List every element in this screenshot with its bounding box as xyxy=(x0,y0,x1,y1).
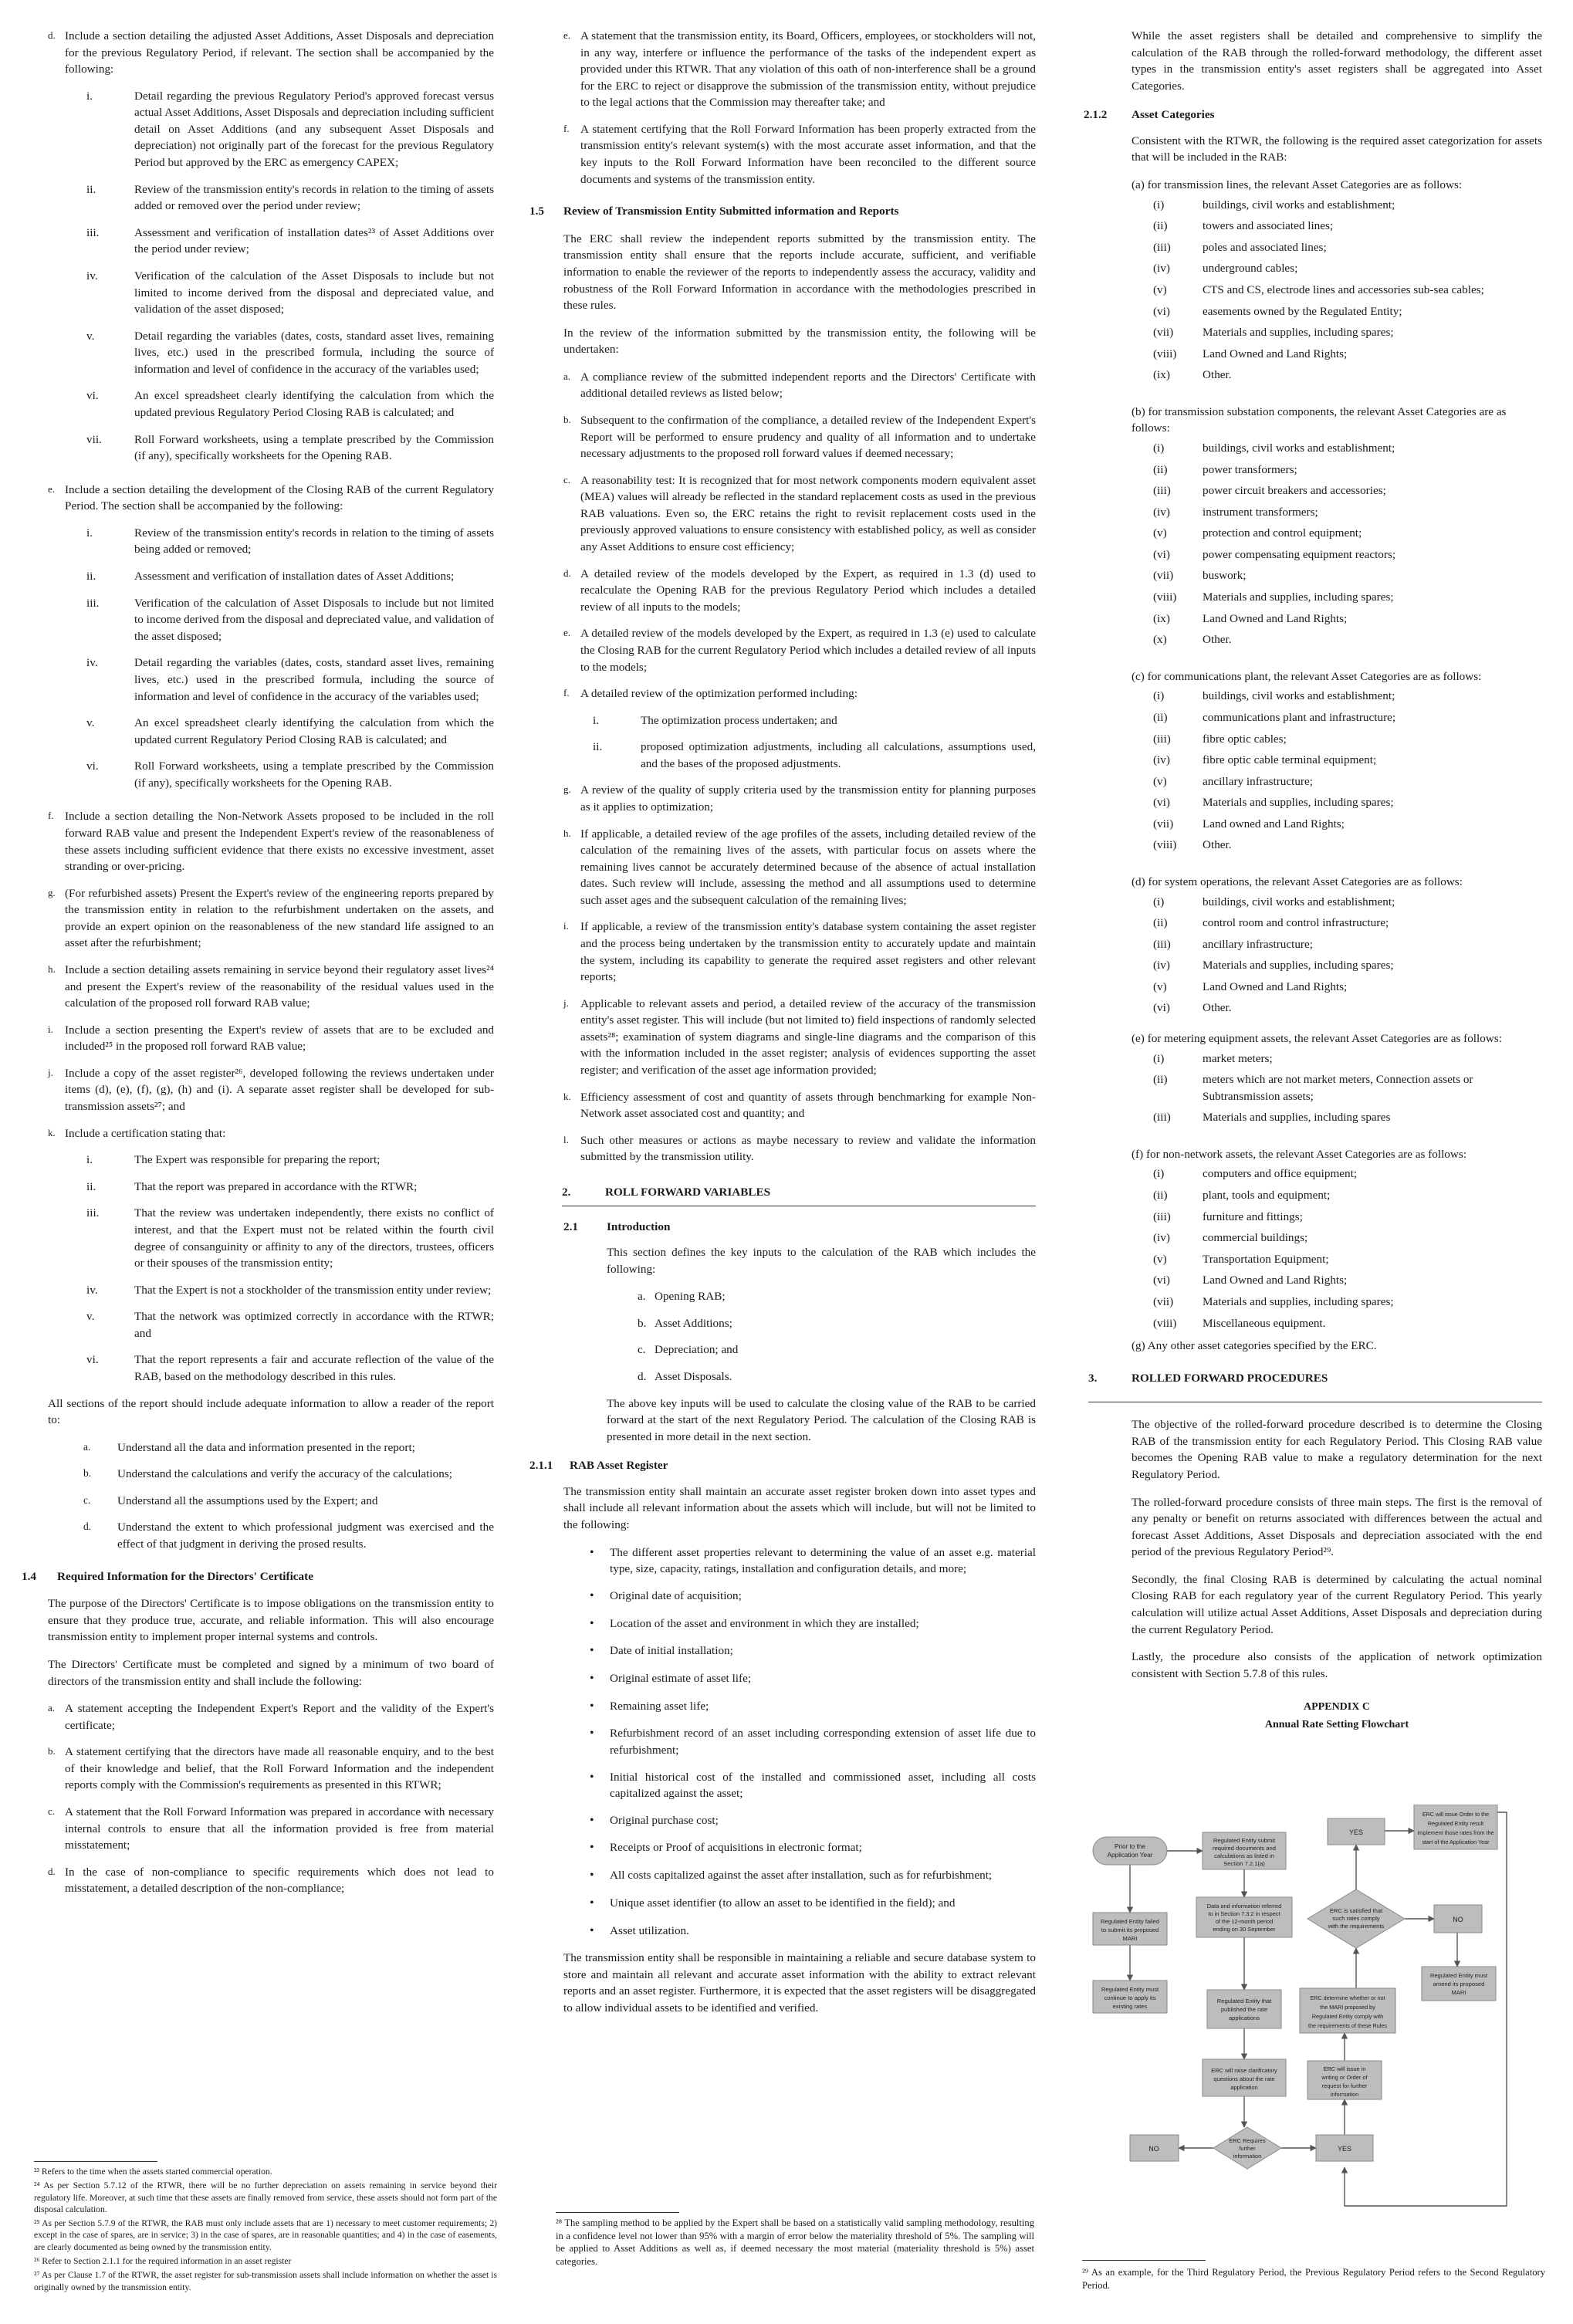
list-item: • Original purchase cost; xyxy=(590,1813,719,1827)
footnote-divider xyxy=(556,2212,679,2213)
list-item: (vi) Materials and supplies, including spares; xyxy=(1153,796,1394,810)
list-item: c. A reasonability test: It is recognized that for most network components modern equivalent asset (MEA) values will already be reflected in the standard replacement costs as used in the previous RAB valuations. Even so, the ERC retains the right to revisit replacement costs used in the previously approved valuations to ensure consistency with established policy, as well as consider any Asset Additions to ensure cost efficiency; xyxy=(563,473,1036,554)
flow-text: ending on 30 September xyxy=(1213,1926,1276,1933)
list-item: (vi) Land Owned and Land Rights; xyxy=(1153,1274,1348,1287)
list-item: d. A detailed review of the models developed by the Expert, as required in 1.3 (d) used to recalculate the Opening RAB for the previous Regulatory Period which includes a detailed review of all inputs to the models; xyxy=(563,567,1036,614)
list-item: f. A detailed review of the optimization performed including: xyxy=(563,687,858,701)
list-item: h. Include a section detailing assets remaining in service beyond their regulatory asset lives²⁴ and present the Expert's review of the reasonability of the residual values used in the calculation of the proposed roll forward RAB value; xyxy=(48,963,494,1010)
list-item: d. In the case of non-compliance to specific requirements which does not lead to misstatement, a detailed description of the non-compliance; xyxy=(48,1865,494,1896)
list-item: iii. Assessment and verification of installation dates²³ of Asset Additions over the period under review; xyxy=(86,225,494,256)
list-item: iii. That the review was undertaken independently, there exists no conflict of interest, and that the Expert must not be related within the fourth civil degree of consanguinity or affinity to any of the directors, trustees, officers or their spouses of the transmission entity; xyxy=(86,1206,494,1270)
footnote: ²⁹ As an example, for the Third Regulatory Period, the Previous Regulatory Period refers to the Second Regulatory Period. xyxy=(1082,2267,1545,2291)
paragraph: Consistent with the RTWR, the following is the required asset categorization for assets that will be included in the RAB: xyxy=(1132,134,1542,164)
flow-text: ERC Requires xyxy=(1229,2137,1266,2144)
flow-text: to in Section 7.3.2 in respect xyxy=(1208,1910,1280,1917)
list-item: (vii) Land owned and Land Rights; xyxy=(1153,817,1345,830)
list-item: b. Understand the calculations and verify the accuracy of the calculations; xyxy=(83,1467,452,1481)
flow-text: request for further xyxy=(1321,2082,1368,2089)
paragraph: The objective of the rolled-forward procedure described is to determine the Closing RAB of the transmission entity for each Regulatory Period. This Closing RAB value becomes the Opening RAB value to make a regulatory determination for the next Regulatory Period. xyxy=(1132,1418,1542,1481)
list-item: b. Asset Additions; xyxy=(638,1316,732,1330)
flow-text: MARI xyxy=(1451,1989,1466,1996)
list-item: f. Include a section detailing the Non-Network Assets proposed to be included in the roll forward RAB value and present the Independent Expert's review of the reasonableness of these assets including sufficient evidence that there exists no excessive investment, asset stranding or over-pricing. xyxy=(48,810,494,874)
list-item: e. A statement that the transmission entity, its Board, Officers, employees, or stockholders will not, in any way, interfere or influence the performance of the tasks of the independent expert as provided under this RTWR. That any violation of this oath of non-interference shall be a ground for the ERC to reject or disapprove the submission of the transmission entity, without prejudice to the legal actions that the Commission may thereafter take; and xyxy=(563,29,1036,110)
list-item: e. Include a section detailing the development of the Closing RAB of the current Regulatory Period. The section shall be accompanied by the following: xyxy=(48,482,494,513)
list-item: (iv) instrument transformers; xyxy=(1153,505,1318,519)
list-item: (v) Transportation Equipment; xyxy=(1153,1252,1329,1266)
flow-text: Regulated Entity comply with xyxy=(1311,2013,1384,2020)
list-item: iv. Verification of the calculation of the Asset Disposals to include but not limited to income derived from the disposal and depreciated value, and validation of the asset disposed; xyxy=(86,269,494,316)
flow-text: ERC will raise clarificatory xyxy=(1211,2067,1277,2074)
list-item: j. Include a copy of the asset register²⁶, developed following the reviews undertaken under items (d), (e), (f), (g), (h) and (i). A separate asset register shall be developed for sub-transmission assets²⁷; and xyxy=(48,1066,494,1114)
list-item: c. Understand all the assumptions used by the Expert; and xyxy=(83,1494,378,1507)
category-list xyxy=(1153,1165,1542,1331)
flow-text: amend its proposed xyxy=(1433,1981,1485,1987)
list-item: (i) computers and office equipment; xyxy=(1153,1167,1358,1181)
category-list xyxy=(1153,1050,1542,1126)
list-item: b. Subsequent to the confirmation of the compliance, a detailed review of the Independent Expert's Report will be performed to ensure prudency and quality of all information and to undertake necessary adjustments to the proposed roll forward values if deemed necessary; xyxy=(563,413,1036,461)
section-body xyxy=(1088,133,1542,166)
list-item: • Remaining asset life; xyxy=(590,1699,709,1713)
flow-text: Regulated Entity failed xyxy=(1101,1918,1159,1925)
list-item: a. A statement accepting the Independent Expert's Report and the validity of the Expert's certificate; xyxy=(48,1702,494,1732)
list-item: (iii) furniture and fittings; xyxy=(1153,1209,1303,1223)
flow-text: questions about the rate xyxy=(1213,2075,1275,2082)
category-heading: (d) for system operations, the relevant Asset Categories are as follows: xyxy=(1132,874,1463,888)
list-item: v. An excel spreadsheet clearly identifying the calculation from which the updated current Regulatory Period Closing RAB is calculated; and xyxy=(86,716,494,746)
list-item: • Initial historical cost of the installed and commissioned asset, including all costs capitalized against the asset; xyxy=(590,1770,1036,1801)
list-item: (v) protection and control equipment; xyxy=(1153,526,1362,540)
list-item: • Original estimate of asset life; xyxy=(590,1671,752,1685)
list-item: ii. Assessment and verification of installation dates of Asset Additions; xyxy=(86,570,455,584)
list-item: (iii) ancillary infrastructure; xyxy=(1153,937,1313,951)
column-3 xyxy=(1084,28,1542,1734)
list-item: • Unique asset identifier (to allow an asset to be identified in the field); and xyxy=(590,1896,956,1910)
list-item: e. A detailed review of the models developed by the Expert, as required in 1.3 (e) used to calculate the Closing RAB for the current Regulatory Period which includes a detailed review of all inputs to the models; xyxy=(563,627,1036,674)
footnote: ²⁷ As per Clause 1.7 of the RTWR, the asset register for sub-transmission assets shall include information on whether the asset is originally owned by the transmission entity. xyxy=(34,2270,497,2292)
category-heading: (g) Any other asset categories specified by the ERC. xyxy=(1132,1339,1377,1353)
category-heading: (b) for transmission substation components, the relevant Asset Categories are as follows: xyxy=(1132,404,1507,435)
section-body xyxy=(1088,1402,1542,1682)
flow-text: the requirements of these Rules xyxy=(1308,2022,1387,2029)
footnote-divider xyxy=(1082,2260,1206,2261)
intro-block xyxy=(1088,28,1542,94)
list-item: h. If applicable, a detailed review of the age profiles of the assets, including detailed review of the calculation of the remaining lives of the assets, with particular focus on assets where the remaining lives cannot be accurately determined because of the absence of actual installation dates. Such review will include, assessing the method and all assumptions used to determine such asset ages and the subsequent calculation of the remaining lives; xyxy=(563,827,1036,907)
flow-text: Application Year xyxy=(1107,1852,1153,1859)
flow-text: calculations as listed in xyxy=(1214,1852,1274,1859)
list-item: (viii) Land Owned and Land Rights; xyxy=(1153,347,1348,360)
appendix-header xyxy=(1088,1699,1542,1734)
list-item: g. A review of the quality of supply criteria used by the transmission entity for planning purposes as it applies to optimization; xyxy=(563,783,1036,814)
list-item: iv. Detail regarding the variables (dates, costs, standard asset lives, remaining lives, etc.) used in the prescribed formula, including the source of information and level of confidence in the accuracy of the variables used; xyxy=(86,656,494,703)
column-2 xyxy=(529,28,1036,2028)
list-item: (iii) fibre optic cables; xyxy=(1153,732,1287,746)
footnote-divider xyxy=(34,2161,157,2162)
list-item: vii. Roll Forward worksheets, using a template prescribed by the Commission (if any), specifically worksheets for the Opening RAB. xyxy=(86,432,494,463)
list-item: i. Review of the transmission entity's records in relation to the timing of assets being added or removed; xyxy=(86,526,494,556)
flow-text: NO xyxy=(1148,2145,1159,2153)
paragraph: The transmission entity shall maintain an accurate asset register broken down into asset types and shall include all relevant information about the assets which will include, but will not be limited to the following: xyxy=(563,1484,1036,1532)
list-item: ii. proposed optimization adjustments, including all calculations, assumptions used, and the bases of the proposed adjustments. xyxy=(593,740,1036,770)
flow-text: Prior to the xyxy=(1114,1843,1146,1850)
list-item: • Original date of acquisition; xyxy=(590,1588,742,1602)
section-body xyxy=(563,231,1036,1165)
category-heading: (c) for communications plant, the relevant Asset Categories are as follows: xyxy=(1132,669,1482,683)
appendix-title: APPENDIX C xyxy=(1304,1701,1370,1713)
section-body xyxy=(48,1595,494,1897)
list-item: iv. That the Expert is not a stockholder of the transmission entity under review; xyxy=(86,1283,492,1297)
flow-text: Regulated Entity must xyxy=(1429,1972,1488,1979)
category-list xyxy=(1153,197,1542,384)
list-item: b. A statement certifying that the directors have made all reasonable enquiry, and to the best of their knowledge and belief, that the Roll Forward Information and the independent reports comply with the Commission's requirements as presented in this RTWR; xyxy=(48,1745,494,1792)
sublist-e xyxy=(48,525,494,792)
flow-text: required documents and xyxy=(1213,1845,1276,1852)
flow-text: start of the Application Year xyxy=(1422,1839,1490,1845)
list-item: (vi) power compensating equipment reactors; xyxy=(1153,547,1396,561)
flow-text: Regulated Entity must xyxy=(1101,1986,1159,1993)
sublist-d xyxy=(48,88,494,465)
list-item: k. Include a certification stating that: xyxy=(48,1126,226,1140)
paragraph: In the review of the information submitted by the transmission entity, the following will be undertaken: xyxy=(563,326,1036,357)
flow-text: NO xyxy=(1453,1916,1463,1923)
list-item: i. Detail regarding the previous Regulatory Period's approved forecast versus actual Asset Additions, Asset Disposals and depreciation including sufficient detail on Asset Additions (and any subsequent Asset Disposals and depreciation) not originally part of the forecast for the previous Regulatory Period but approved by the ERC as emergency CAPEX; xyxy=(86,89,494,170)
list-item: v. That the network was optimized correctly in accordance with the RTWR; and xyxy=(86,1310,494,1340)
flow-text: to submit its proposed xyxy=(1101,1927,1159,1933)
list-item: i. Include a section presenting the Expert's review of assets that are to be excluded and included²⁵ in the proposed roll forward RAB value; xyxy=(48,1023,494,1054)
footnotes-col1 xyxy=(34,2166,497,2295)
sublist-k xyxy=(48,1152,494,1385)
subsection-heading: 2.1.1 RAB Asset Register xyxy=(529,1459,668,1473)
paragraph: The above key inputs will be used to calculate the closing value of the RAB to be carried forward at the start of the next Regulatory Period. The calculation of the Closing RAB is presented in more detail in the next section. xyxy=(607,1396,1036,1443)
list-item: (i) market meters; xyxy=(1153,1051,1273,1065)
category-list xyxy=(1153,894,1542,1017)
footnote: ²⁶ Refer to Section 2.1.1 for the required information in an asset register xyxy=(34,2256,292,2267)
list-item: (vi) easements owned by the Regulated Entity; xyxy=(1153,304,1402,318)
category-heading: (f) for non-network assets, the relevant Asset Categories are as follows: xyxy=(1132,1147,1466,1161)
list-item: iii. Verification of the calculation of Asset Disposals to include but not limited to income derived from the disposal and depreciated value, and validation of the asset disposed; xyxy=(86,596,494,643)
list-item: (ii) plant, tools and equipment; xyxy=(1153,1189,1331,1203)
list-item: (ix) Land Owned and Land Rights; xyxy=(1153,611,1348,625)
flow-text: information xyxy=(1233,2153,1262,2160)
subsection-heading: 2.1 Introduction xyxy=(563,1220,671,1233)
flow-text: the MARI proposed by xyxy=(1320,2004,1375,2011)
paragraph: This section defines the key inputs to the calculation of the RAB which includes the following: xyxy=(607,1246,1036,1276)
flow-node-prior xyxy=(1093,1837,1167,1865)
list-item: (x) Other. xyxy=(1153,633,1232,647)
list-item: • Date of initial installation; xyxy=(590,1644,733,1658)
list-item: (iii) poles and associated lines; xyxy=(1153,240,1327,254)
list-item: (i) buildings, civil works and establishment; xyxy=(1153,895,1395,908)
list-item: (iii) power circuit breakers and accessories; xyxy=(1153,484,1386,498)
section-body xyxy=(563,1483,1036,2017)
list-item: d. Include a section detailing the adjusted Asset Additions, Asset Disposals and depreciation for the previous Regulatory Period, if relevant. The section shall be accompanied by the following: xyxy=(48,29,494,76)
list-item: (ii) communications plant and infrastructure; xyxy=(1153,710,1396,724)
list-item: • Receipts or Proof of acquisitions in electronic format; xyxy=(590,1841,862,1855)
list-item: a. A compliance review of the submitted independent reports and the Directors' Certificate with additional detailed reviews as listed below; xyxy=(563,370,1036,401)
category-heading: (e) for metering equipment assets, the relevant Asset Categories are as follows: xyxy=(1132,1032,1502,1046)
footnote: ²⁴ As per Section 5.7.12 of the RTWR, there will be no further depreciation on assets remaining in service beyond their regulatory life. Moreover, at such time that these assets are finally removed from service, these assets should not form part of the disposal calculation. xyxy=(34,2180,497,2214)
subsection-heading: 2.1.2 Asset Categories xyxy=(1084,108,1215,122)
list-item: c. Depreciation; and xyxy=(638,1343,739,1357)
flow-text: further xyxy=(1239,2145,1256,2152)
list-item: g. (For refurbished assets) Present the Expert's review of the engineering reports prepared by the transmission entity in relation to the refurbishment undertaken on the assets, and provide an expert opinion on the reasonableness of the new standard life assigned to an asset after the refurbishment; xyxy=(48,886,494,950)
category-list xyxy=(1153,440,1542,648)
list-item: f. A statement certifying that the Roll Forward Information has been properly extracted from the transmission entity's relevant system(s) with the most accurate asset information, and that the key inputs to the Roll Forward Information have been reconciled to the different source documents and systems of the transmission entity. xyxy=(563,122,1036,186)
list-item: • Location of the asset and environment in which they are installed; xyxy=(590,1616,919,1630)
list-item: (viii) Materials and supplies, including spares; xyxy=(1153,590,1394,604)
list-item: (ii) meters which are not market meters, Connection assets or Subtransmission assets; xyxy=(1153,1073,1473,1103)
list-item: c. A statement that the Roll Forward Information was prepared in accordance with necessary internal controls to ensure that all the information provided is free from material misstatement; xyxy=(48,1805,494,1852)
flow-text: Regulated Entity result xyxy=(1427,1820,1484,1827)
paragraph: While the asset registers shall be detailed and comprehensive to simplify the calculation of the RAB through the rolled-forward methodology, the different asset types in the transmission entity's asset registers shall be aggregated into Asset Categories. xyxy=(1132,29,1542,93)
paragraph: The transmission entity shall be responsible in maintaining a reliable and secure database system to store and maintain all relevant and accurate asset information with the ability to extract relevant reports and an asset register. Furthermore, it is expected that the asset registers will be disaggregated to allow individual assets to be identified and verified. xyxy=(563,1951,1036,2015)
list-item: (i) buildings, civil works and establishment; xyxy=(1153,689,1395,703)
list-item: (vii) buswork; xyxy=(1153,569,1247,583)
list-item: (ii) towers and associated lines; xyxy=(1153,219,1334,233)
section-heading: 1.5 Review of Transmission Entity Submitted information and Reports xyxy=(529,205,899,218)
paragraph: The ERC shall review the independent reports submitted by the transmission entity. The transmission entity shall ensure that the reports include accurate, sufficient, and verifiable information to enable the reviewer of the reports to independently assess the accuracy, validity and robustness of the Roll Forward Information in accordance with the methodologies prescribed in these rules. xyxy=(563,232,1036,313)
appendix-subtitle: Annual Rate Setting Flowchart xyxy=(1264,1718,1409,1730)
list-item: ii. That the report was prepared in accordance with the RTWR; xyxy=(86,1179,418,1193)
section-heading: 2. ROLL FORWARD VARIABLES xyxy=(562,1184,1036,1206)
list-item: • Refurbishment record of an asset including corresponding extension of asset life due to refurbishment; xyxy=(590,1727,1036,1757)
list-item: i. The Expert was responsible for preparing the report; xyxy=(86,1153,381,1167)
list-item: (ix) Other. xyxy=(1153,368,1232,382)
list-item: j. Applicable to relevant assets and period, a detailed review of the accuracy of the transmission entity's asset register. This will include (but not limited to) field inspections of randomly selected assets²⁸; examination of system diagrams and single-line diagrams and the comparison of this with the information included in the asset register; analysis of evidences supporting the asset register; and verification of the asset age information provided; xyxy=(563,996,1036,1077)
flow-text: ERC is satisfied that xyxy=(1329,1907,1383,1914)
flow-text: Section 7.2.1(a) xyxy=(1223,1860,1265,1867)
flow-text: YES xyxy=(1348,1828,1364,1836)
list-item: (iv) underground cables; xyxy=(1153,262,1298,276)
list-item: (viii) Other. xyxy=(1153,838,1232,852)
flow-text: YES xyxy=(1337,2145,1352,2153)
flow-text: application xyxy=(1230,2084,1258,2091)
list-item: (ii) control room and control infrastructure; xyxy=(1153,916,1389,930)
list-item: a. Opening RAB; xyxy=(638,1290,726,1304)
list-item: ii. Review of the transmission entity's records in relation to the timing of assets added or removed over the period under review; xyxy=(86,182,494,213)
list-item: vi. An excel spreadsheet clearly identifying the calculation from which the updated previous Regulatory Period Closing RAB is calculated; and xyxy=(86,389,494,419)
flow-text: implement those rates from the xyxy=(1417,1829,1494,1836)
flow-text: ERC determine whether or not xyxy=(1310,1994,1385,2001)
list-item: (vi) Other. xyxy=(1153,1001,1232,1015)
section-heading: 1.4 Required Information for the Directors' Certificate xyxy=(22,1569,313,1583)
flow-text: of the 12-month period xyxy=(1215,1918,1274,1925)
section-body xyxy=(563,1244,1036,1445)
column-1 xyxy=(22,28,494,1907)
list-item: • All costs capitalized against the asset after installation, such as for refurbishment; xyxy=(590,1869,993,1883)
flow-text: writing or Order of xyxy=(1321,2074,1368,2081)
flow-text: published the rate xyxy=(1220,2006,1268,2013)
flow-text: Data and information referred xyxy=(1206,1903,1282,1910)
list-item: (iv) Materials and supplies, including spares; xyxy=(1153,959,1394,973)
footnote: ²³ Refers to the time when the assets started commercial operation. xyxy=(34,2167,272,2177)
paragraph: The purpose of the Directors' Certificate is to impose obligations on the transmission entity to ensure that they produce true, accurate, and reliable information. This will also encourage transmission entity to implement proper internal systems and controls. xyxy=(48,1597,494,1644)
list-item: d. Asset Disposals. xyxy=(638,1370,732,1383)
category-heading: (a) for transmission lines, the relevant Asset Categories are as follows: xyxy=(1132,178,1463,192)
list-item: i. If applicable, a review of the transmission entity's database system containing the asset register and the process being undertaken by the transmission entity to accurately update and maintain the system, including its capability to generate the required asset registers and other relevant reports; xyxy=(563,920,1036,984)
flow-text: ERC will issue in xyxy=(1323,2065,1366,2072)
flow-text: with the requirements xyxy=(1328,1923,1385,1930)
paragraph: All sections of the report should include adequate information to allow a reader of the report to: xyxy=(48,1396,494,1427)
list-item: • The different asset properties relevant to determining the value of an asset e.g. material type, size, capacity, ratings, installation and configuration details, and more; xyxy=(590,1545,1036,1576)
flow-text: information xyxy=(1330,2091,1359,2098)
flow-text: Regulated Entity submit xyxy=(1213,1837,1276,1844)
paragraph: The rolled-forward procedure consists of three main steps. The first is the removal of any penalty or benefit on returns associated with differences between the actual and forecast Asset Additions, Asset Disposals and depreciation associated with the end period of the previous Regulatory Period²⁹. xyxy=(1132,1495,1542,1559)
list-item: vi. Roll Forward worksheets, using a template prescribed by the Commission (if any), specifically worksheets for the Opening RAB. xyxy=(86,759,494,790)
list-item: l. Such other measures or actions as maybe necessary to review and validate the information submitted by the transmission utility. xyxy=(563,1133,1036,1164)
flow-text: continue to apply its xyxy=(1104,1994,1156,2001)
list-item: (v) Land Owned and Land Rights; xyxy=(1153,979,1348,993)
section-heading: 3. ROLLED FORWARD PROCEDURES xyxy=(1088,1371,1328,1385)
flow-text: ERC will issue Order to the xyxy=(1422,1811,1490,1818)
list-item: (vii) Materials and supplies, including spares; xyxy=(1153,1294,1394,1308)
list-item: v. Detail regarding the variables (dates, costs, standard asset lives, remaining lives, etc.) used in the prescribed formula, including the source of information and level of confidence in the accuracy of the variables used; xyxy=(86,329,494,376)
list-item: (iii) Materials and supplies, including spares xyxy=(1153,1111,1391,1125)
footnotes-col2 xyxy=(556,2217,1034,2270)
flow-text: Regulated Entity that xyxy=(1216,1998,1272,2004)
list-item: • Asset utilization. xyxy=(590,1923,689,1937)
paragraph: Lastly, the procedure also consists of the application of network optimization consistent with Section 5.7.8 of this rules. xyxy=(1132,1650,1542,1680)
footnote: ²⁸ The sampling method to be applied by the Expert shall be based on a statistically valid sampling methodology, resulting in a confidence level not lower than 95% with a margin of error below the materiality threshold of 5%. The sampling will be applied to Asset Additions as well as, if deemed necessary the most material (materiality threshold is 5%) asset categories. xyxy=(556,2217,1034,2267)
list-item: i. The optimization process undertaken; and xyxy=(593,713,837,727)
flowchart-nodes xyxy=(1093,1805,1497,2169)
list-item: (iv) commercial buildings; xyxy=(1153,1231,1308,1245)
flow-text: such rates comply xyxy=(1332,1915,1380,1922)
list-item: k. Efficiency assessment of cost and quantity of assets through benchmarking for example Non-Network asset associated cost and quantity; and xyxy=(563,1090,1036,1121)
list-item: (i) buildings, civil works and establishment; xyxy=(1153,441,1395,455)
paragraph: Secondly, the final Closing RAB is determined by calculating the actual nominal Closing RAB for each regulatory year of the current Regulatory Period. This yearly calculation will utilize actual Asset Additions, Asset Disposals and depreciation during the current Regulatory Period. xyxy=(1132,1572,1542,1636)
footnote: ²⁵ As per Section 5.7.9 of the RTWR, the RAB must only include assets that are 1) necessary to meet customer requirements; 2) except in the case of spares, are in service; 3) in the case of spares, are in reasonable quantities; and 4) in the case of easements, are clearly documented as being owned by the transmission entity. xyxy=(34,2218,497,2252)
list-item: a. Understand all the data and information presented in the report; xyxy=(83,1440,415,1454)
list-item: (iv) fibre optic cable terminal equipment; xyxy=(1153,753,1377,767)
list-item: (vii) Materials and supplies, including spares; xyxy=(1153,326,1394,340)
list-item: (ii) power transformers; xyxy=(1153,462,1297,476)
footnotes-col3 xyxy=(1082,2266,1545,2294)
flow-text: applications xyxy=(1228,2014,1260,2021)
category-list xyxy=(1153,688,1542,854)
list-item: (viii) Miscellaneous equipment. xyxy=(1153,1316,1326,1330)
paragraph: The Directors' Certificate must be completed and signed by a minimum of two board of directors of the transmission entity and shall include the following: xyxy=(48,1657,494,1688)
list-item: d. Understand the extent to which professional judgment was exercised and the effect of that judgment in deriving the prosed results. xyxy=(83,1521,494,1551)
list-item: (v) ancillary infrastructure; xyxy=(1153,774,1313,788)
list-item: (i) buildings, civil works and establishment; xyxy=(1153,198,1395,211)
category-lists xyxy=(1088,177,1542,1355)
flow-text: MARI xyxy=(1122,1935,1138,1942)
flow-text: existing rates xyxy=(1112,2003,1148,2010)
rate-setting-flowchart xyxy=(1082,1805,1530,2225)
list-item: vi. That the report represents a fair and accurate reflection of the value of the RAB, based on the methodology described in this rules. xyxy=(86,1353,494,1383)
list-item: (v) CTS and CS, electrode lines and accessories sub-sea cables; xyxy=(1153,282,1484,296)
